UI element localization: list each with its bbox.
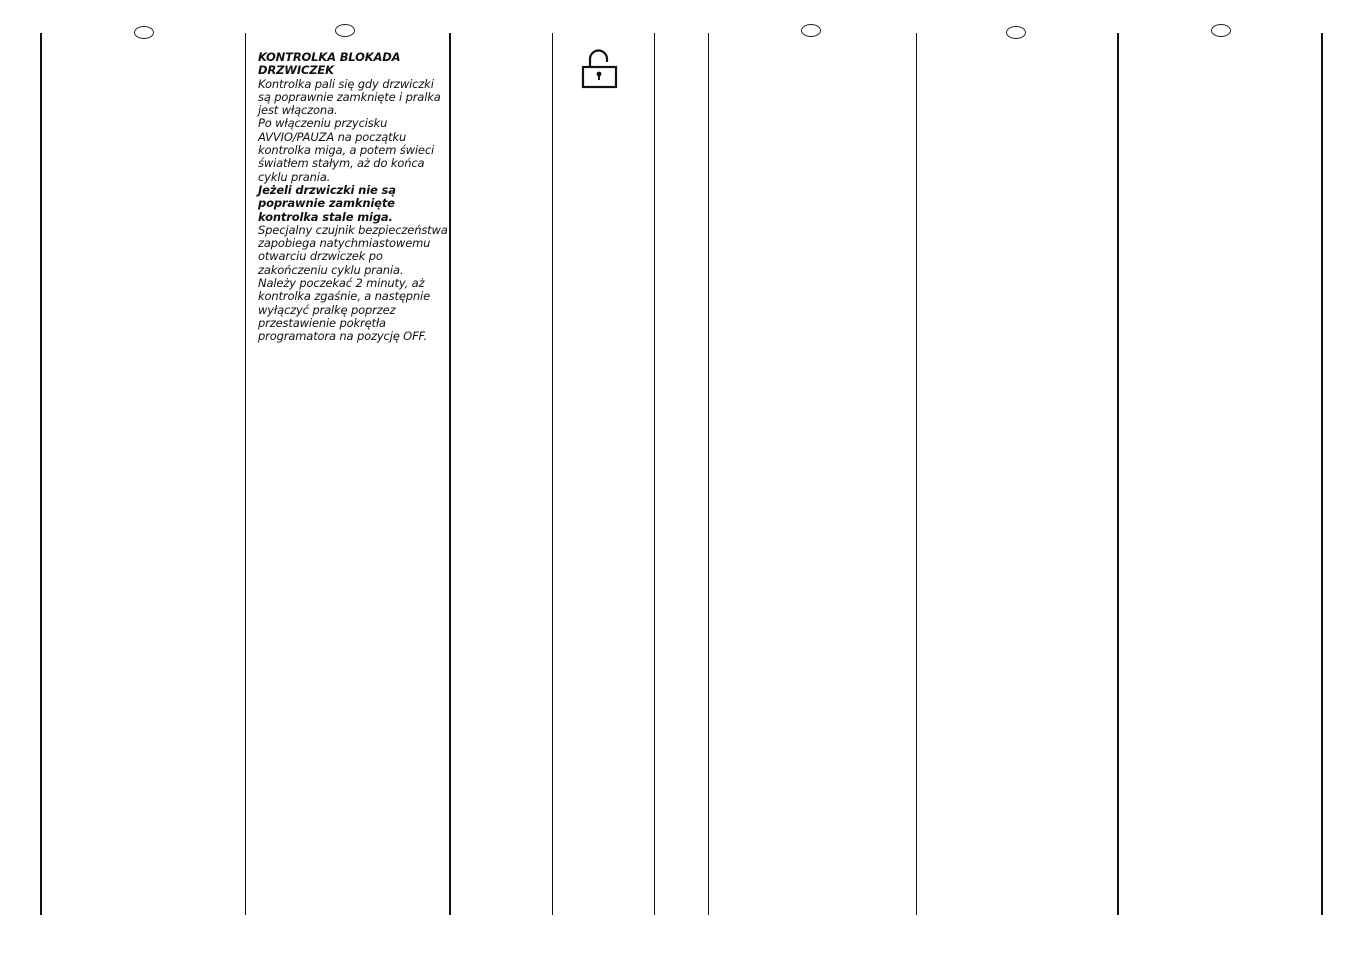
section-heading: KONTROLKA BLOKADA DRZWICZEK xyxy=(258,50,401,78)
column-rule xyxy=(245,33,246,915)
paragraph: Po włączeniu przycisku AVVIO/PAUZA na początku kontrolka miga, a potem świeci światłem stałym, aż do końca cyklu prania. xyxy=(258,116,435,184)
column-rule xyxy=(654,33,655,915)
paragraph: Specjalny czujnik bezpieczeństwa zapobiega natychmiastowemu otwarciu drzwiczek po zakończeniu cyklu prania. xyxy=(258,222,448,277)
language-marker-icon xyxy=(134,26,154,39)
column-rule xyxy=(916,33,917,915)
language-marker-icon xyxy=(801,24,821,37)
column-rule xyxy=(1117,33,1119,915)
padlock-icon xyxy=(580,48,618,90)
paragraph: Kontrolka pali się gdy drzwiczki są poprawnie zamknięte i pralka jest włączona. xyxy=(258,76,441,118)
language-marker-icon xyxy=(1211,24,1231,37)
warning-text: Jeżeli drzwiczki nie są poprawnie zamknięte kontrolka stale miga. xyxy=(258,182,396,224)
language-marker-icon xyxy=(1006,26,1026,39)
paragraph: Należy poczekać 2 minuty, aż kontrolka zgaśnie, a następnie wyłączyć pralkę poprzez przestawienie pokrętła programatora na pozycję OFF. xyxy=(258,276,431,344)
column-rule xyxy=(708,33,709,915)
column-rule xyxy=(1321,33,1323,915)
column-rule xyxy=(552,33,553,915)
language-marker-icon xyxy=(335,24,355,37)
column-rule xyxy=(40,33,42,915)
column-rule xyxy=(449,33,451,915)
door-lock-description xyxy=(258,51,448,344)
